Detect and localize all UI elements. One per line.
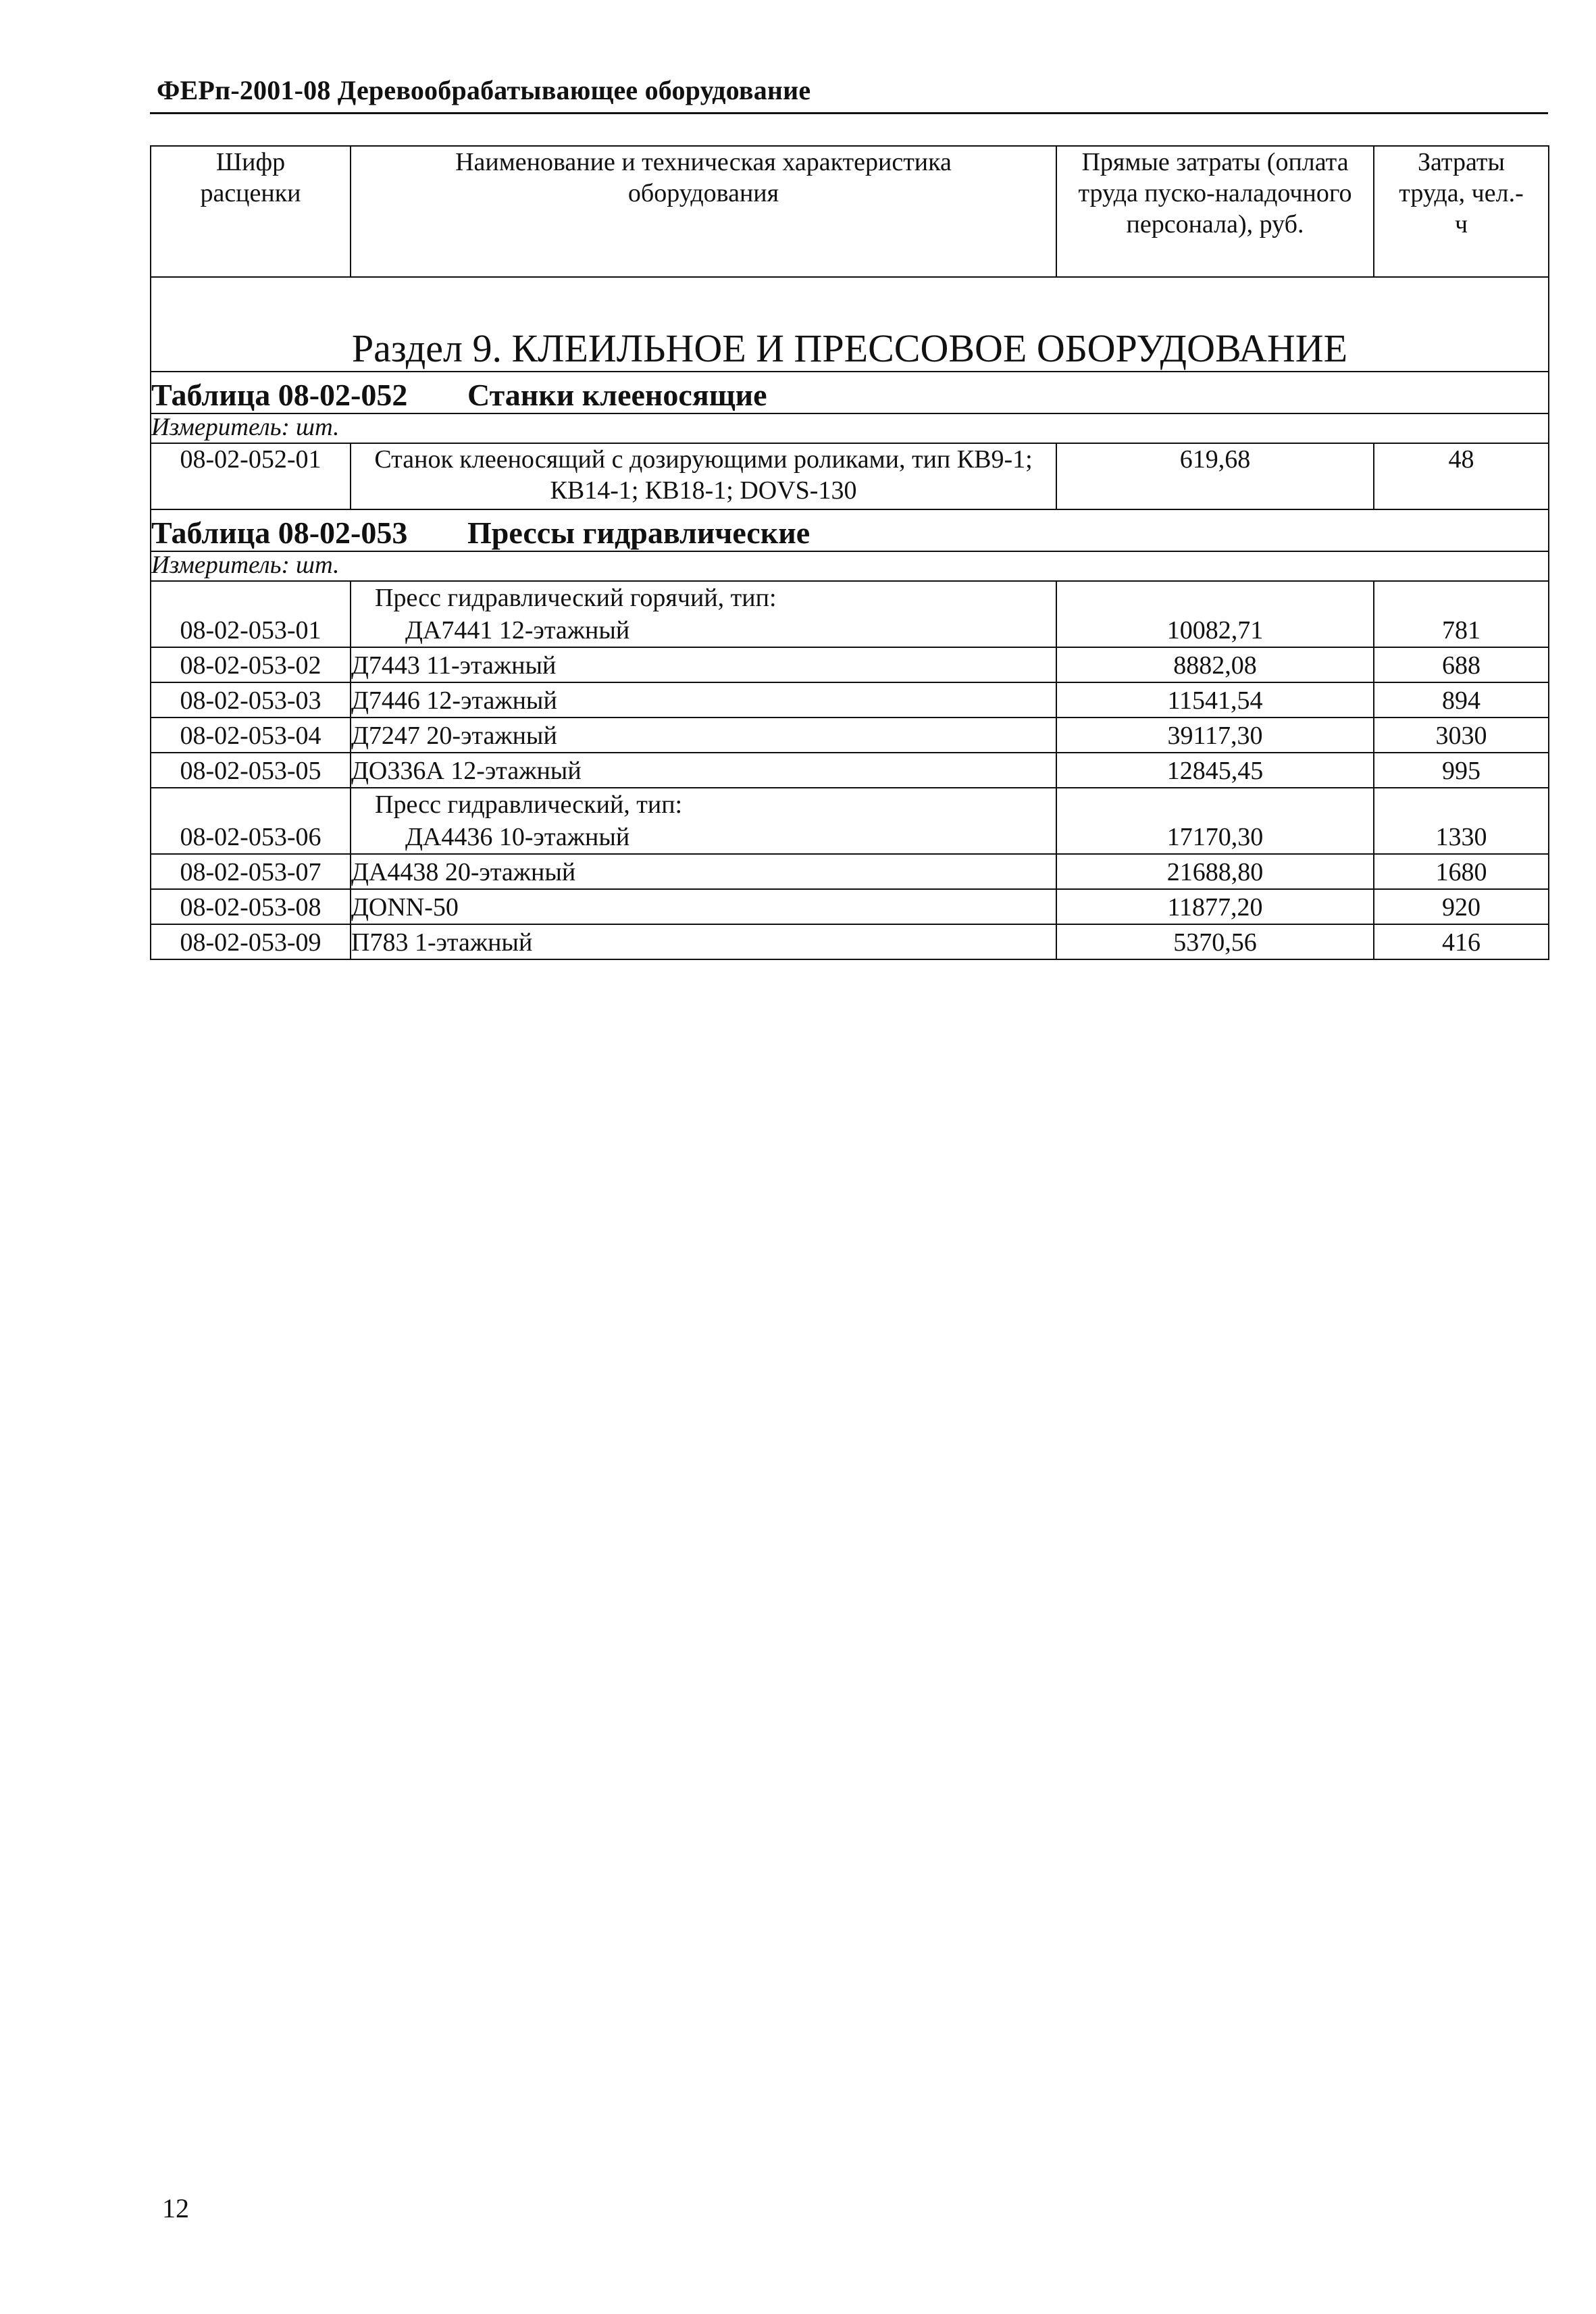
row-code: 08-02-053-02 [151,647,351,682]
table-row [151,924,1549,959]
table53-unit-row [151,551,1549,581]
page-header-title: ФЕРп-2001-08 Деревообрабатывающее оборудование [157,75,811,105]
row-labor: 1680 [1374,854,1549,889]
row-name: ДА4436 10-этажный [405,823,630,851]
table-row [151,647,1549,682]
row-name: Д7443 11-этажный [351,647,1056,682]
table-row [151,854,1549,889]
row-code: 08-02-053-09 [151,924,351,959]
col-header-cost: Прямые затраты (оплата труда пуско-наладочного персонала), руб. [1056,146,1374,277]
row-cost: 11541,54 [1056,682,1374,718]
table-row [151,889,1549,924]
row-labor: 688 [1374,647,1549,682]
row-code: 08-02-053-06 [151,788,351,854]
table-row [151,753,1549,788]
row-code: 08-02-053-03 [151,682,351,718]
row-labor: 416 [1374,924,1549,959]
row-code: 08-02-053-04 [151,718,351,753]
row-code: 08-02-053-08 [151,889,351,924]
row-name: Д7247 20-этажный [351,718,1056,753]
col-header-name: Наименование и техническая характеристика оборудования [351,146,1056,277]
row-code: 08-02-053-07 [151,854,351,889]
row-cost: 21688,80 [1056,854,1374,889]
table-row [151,443,1549,509]
row-name: Станок клееносящий с дозирующими роликами, тип КВ9-1; КВ14-1; КВ18-1; DOVS-130 [351,443,1056,509]
table52-unit-row [151,413,1549,443]
table53-title-row [151,509,1549,551]
row-cost: 8882,08 [1056,647,1374,682]
row-labor: 995 [1374,753,1549,788]
table52-title: Станки клееносящие [467,378,767,412]
row-cost: 5370,56 [1056,924,1374,959]
table52-unit: Измеритель: шт. [151,413,1549,443]
table52-title-row [151,372,1549,413]
row-name: Д7446 12-этажный [351,682,1056,718]
row-labor: 48 [1374,443,1549,509]
row-cost: 39117,30 [1056,718,1374,753]
row-labor: 781 [1374,581,1549,647]
table-row [151,718,1549,753]
page-number: 12 [162,2193,189,2223]
header-rule [150,112,1548,114]
row-cost: 11877,20 [1056,889,1374,924]
table-row [151,581,1549,647]
row-labor: 3030 [1374,718,1549,753]
section-row [151,277,1549,372]
row-cost: 10082,71 [1056,581,1374,647]
row-name: ДONN-50 [351,889,1056,924]
row-labor: 920 [1374,889,1549,924]
group-heading-press: Пресс гидравлический, тип: [375,790,683,819]
col-header-labor: Затраты труда, чел.-ч [1374,146,1549,277]
row-code: 08-02-053-05 [151,753,351,788]
group-heading-hot-press: Пресс гидравлический горячий, тип: [375,584,777,612]
table-row [151,682,1549,718]
row-name: ДО336А 12-этажный [351,753,1056,788]
row-name: ДА7441 12-этажный [405,616,630,645]
row-cost: 619,68 [1056,443,1374,509]
table53-unit: Измеритель: шт. [151,551,1549,581]
row-labor: 894 [1374,682,1549,718]
table52-number: Таблица 08-02-052 [151,378,408,412]
table53-number: Таблица 08-02-053 [151,515,408,550]
row-cost: 17170,30 [1056,788,1374,854]
rates-table [150,145,1549,960]
row-code: 08-02-053-01 [151,581,351,647]
row-name: П783 1-этажный [351,924,1056,959]
row-labor: 1330 [1374,788,1549,854]
section-title: Раздел 9. КЛЕИЛЬНОЕ И ПРЕССОВОЕ ОБОРУДОВАНИЕ [151,277,1549,372]
col-header-code: Шифр расценки [151,146,351,277]
table-header-row [151,146,1549,277]
row-cost: 12845,45 [1056,753,1374,788]
row-name: ДА4438 20-этажный [351,854,1056,889]
table53-title: Прессы гидравлические [467,515,810,550]
table-row [151,788,1549,854]
row-code: 08-02-052-01 [151,443,351,509]
